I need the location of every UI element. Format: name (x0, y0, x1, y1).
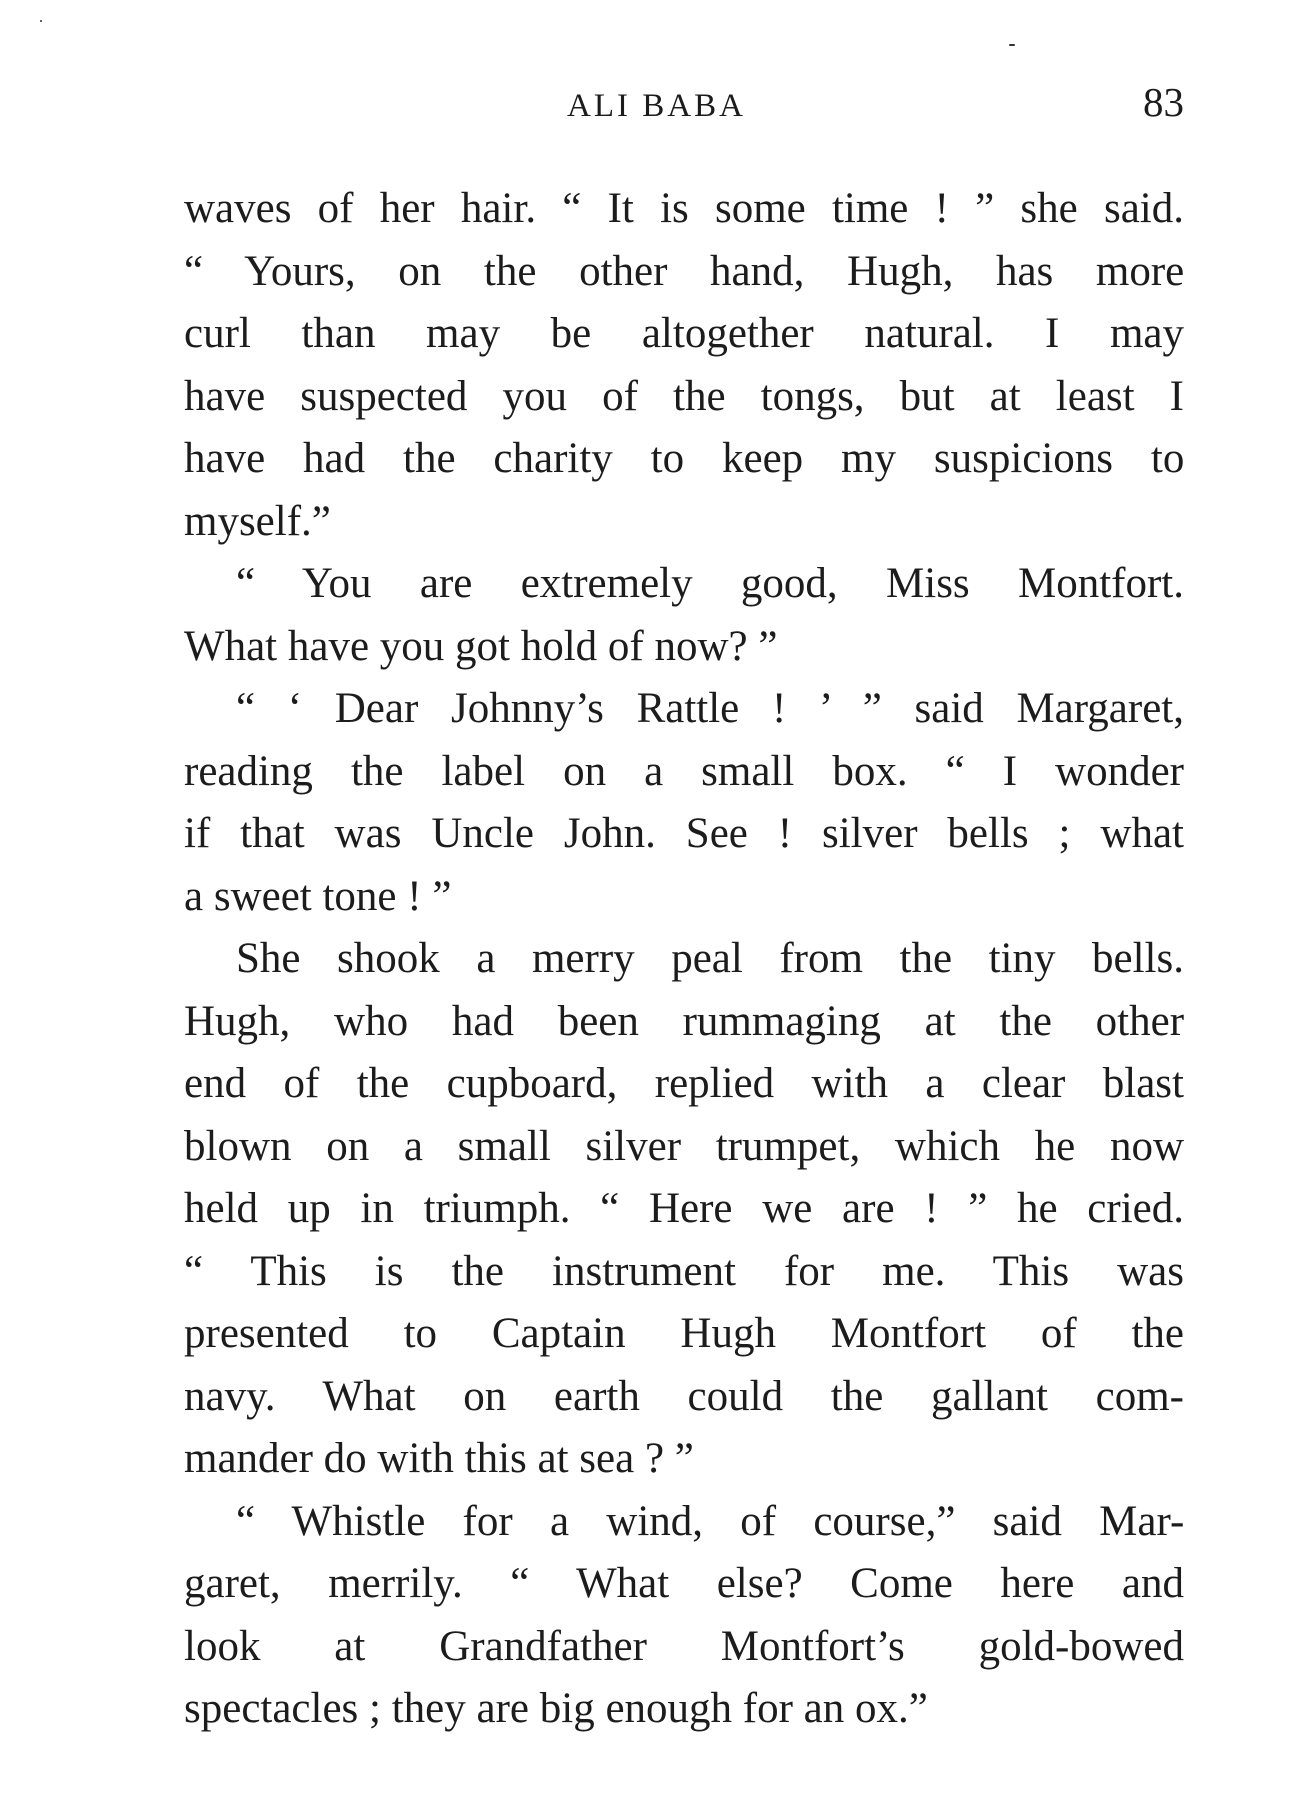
text-line: “ This is the instrument for me. This was (184, 1247, 1184, 1295)
page-number: 83 (1143, 79, 1184, 125)
print-speck (40, 20, 42, 22)
text-line: have suspected you of the tongs, but at least I (184, 372, 1184, 420)
paragraph-5 (184, 1491, 1184, 1741)
text-line: curl than may be altogether natural. I may (184, 310, 1184, 357)
text-line: a sweet tone ! ” (184, 872, 452, 920)
text-line: spectacles ; they are big enough for an ox.” (184, 1685, 928, 1732)
text-line: “ Yours, on the other hand, Hugh, has more (184, 247, 1185, 295)
text-line: “ Whistle for a wind, of course,” said Mar- (236, 1497, 1185, 1545)
text-line: look at Grandfather Montfort’s gold-bowed (184, 1622, 1184, 1670)
text-line: myself.” (184, 497, 331, 545)
text-line: reading the label on a small box. “ I wonder (184, 747, 1184, 795)
text-line: held up in triumph. “ Here we are ! ” he cried. (184, 1185, 1184, 1232)
paragraph-4 (184, 928, 1184, 1491)
text-line: Hugh, who had been rummaging at the other (184, 997, 1185, 1045)
running-title: ALI BABA (567, 88, 746, 124)
text-line: garet, merrily. “ What else? Come here and (184, 1560, 1184, 1607)
text-line: navy. What on earth could the gallant com- (184, 1372, 1184, 1420)
page-body (184, 178, 1184, 1741)
text-line: blown on a small silver trumpet, which he now (184, 1122, 1184, 1170)
text-line: end of the cupboard, replied with a clear blast (184, 1060, 1184, 1107)
paragraph-2 (184, 553, 1184, 678)
text-line: mander do with this at sea ? ” (184, 1435, 694, 1482)
text-line: waves of her hair. “ It is some time ! ” she said. (184, 185, 1184, 232)
text-line: She shook a merry peal from the tiny bells. (236, 935, 1184, 982)
print-speck (1009, 44, 1015, 46)
text-line: have had the charity to keep my suspicions to (184, 435, 1185, 482)
text-line: “ ‘ Dear Johnny’s Rattle ! ’ ” said Margaret, (236, 685, 1184, 732)
paragraph-3 (184, 678, 1184, 928)
text-line: “ You are extremely good, Miss Montfort. (236, 560, 1184, 607)
paragraph-1 (184, 178, 1184, 553)
text-line: if that was Uncle John. See ! silver bells ; what (184, 810, 1184, 857)
text-line: What have you got hold of now? ” (184, 622, 778, 670)
text-line: presented to Captain Hugh Montfort of the (184, 1310, 1184, 1357)
